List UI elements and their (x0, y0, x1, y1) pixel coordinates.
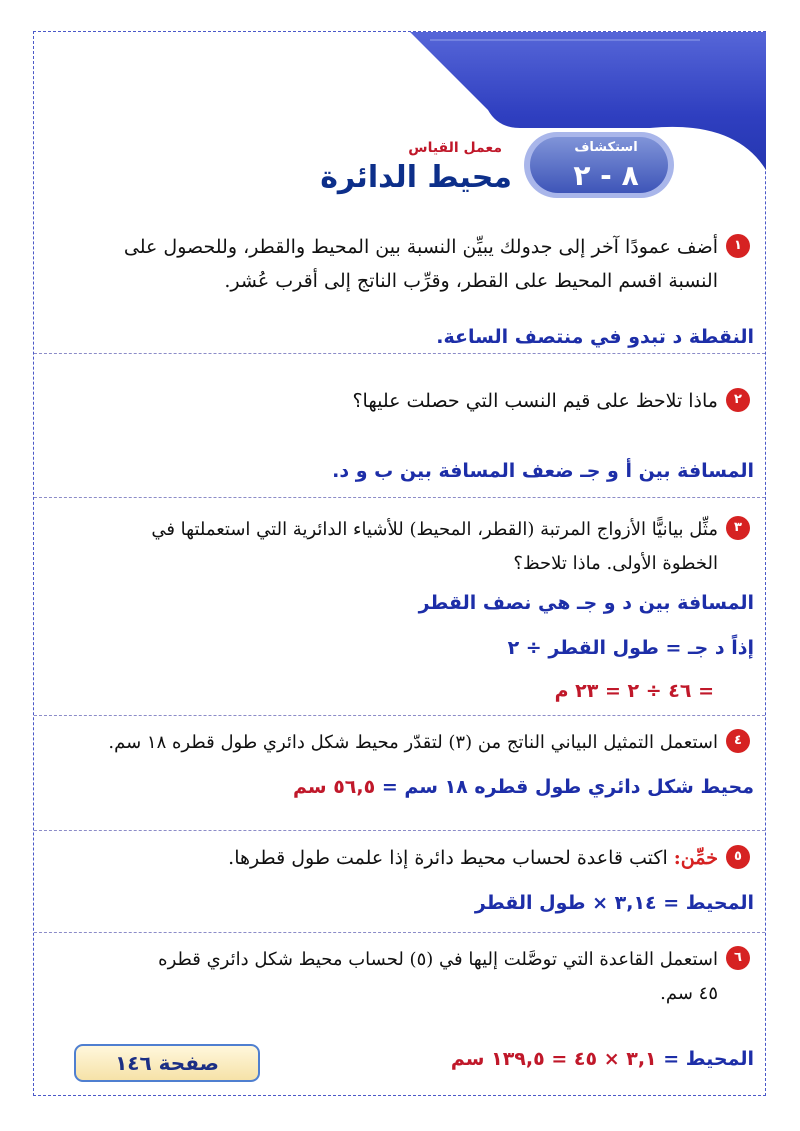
question-number-badge: ٦ (726, 946, 750, 970)
page-number-badge: صفحة ١٤٦ (74, 1044, 260, 1082)
answer-value: ٣,١ × ٤٥ = ١٣٩,٥ سم (450, 1048, 657, 1070)
answer-5: المحيط = ٣,١٤ × طول القطر (474, 892, 754, 914)
answer-3-line-2: إذاً د جـ = طول القطر ÷ ٢ (507, 637, 754, 659)
answer-1: النقطة د تبدو في منتصف الساعة. (436, 326, 754, 348)
question-number-badge: ٤ (726, 729, 750, 753)
lab-title: معمل القياس (408, 140, 502, 156)
question-text: الخطوة الأولى. ماذا تلاحظ؟ (513, 553, 718, 574)
question-number-badge: ٣ (726, 516, 750, 540)
answer-text: محيط شكل دائري طول قطره ١٨ سم = (375, 776, 754, 798)
answer-text: المحيط = (656, 1048, 754, 1070)
answer-value: ٥٦,٥ سم (292, 776, 376, 798)
lesson-banner (0, 0, 800, 220)
question-1 (50, 230, 750, 298)
question-text: مثِّل بيانيًّا الأزواج المرتبة (القطر، المحيط) للأشياء الدائرية التي استعملتها في (151, 519, 718, 540)
answer-4 (293, 772, 754, 802)
divider (34, 932, 765, 933)
question-3 (50, 513, 750, 581)
divider (34, 353, 765, 354)
explore-label: استكشاف (574, 140, 638, 155)
question-text: ماذا تلاحظ على قيم النسب التي حصلت عليها؟ (352, 390, 718, 412)
explore-number: ٨ - ٢ (573, 159, 639, 192)
question-4 (108, 726, 750, 760)
divider (34, 715, 765, 716)
question-text: استعمل التمثيل البياني الناتج من (٣) لتقدّر محيط شكل دائري طول قطره ١٨ سم. (108, 732, 718, 753)
question-text: ٤٥ سم. (660, 983, 718, 1004)
question-number-badge: ٢ (726, 388, 750, 412)
question-text: استعمل القاعدة التي توصَّلت إليها في (٥) لحساب محيط شكل دائري قطره (158, 949, 718, 970)
answer-6 (451, 1044, 754, 1074)
answer-3-line-3: = ٤٦ ÷ ٢ = ٢٣ م (554, 680, 714, 702)
lesson-title: محيط الدائرة (320, 160, 512, 195)
divider (34, 830, 765, 831)
answer-3-line-1: المسافة بين د و جـ هي نصف القطر (418, 592, 754, 614)
hint-label: خمِّن: (673, 847, 718, 869)
question-number-badge: ١ (726, 234, 750, 258)
question-text: اكتب قاعدة لحساب محيط دائرة إذا علمت طول قطرها. (228, 847, 668, 869)
question-5 (228, 841, 750, 875)
question-number-badge: ٥ (726, 845, 750, 869)
question-6 (70, 943, 750, 1011)
answer-2: المسافة بين أ و جـ ضعف المسافة بين ب و د. (332, 460, 754, 482)
question-text: النسبة اقسم المحيط على القطر، وقرِّب الناتج إلى أقرب عُشر. (224, 270, 718, 292)
question-2 (352, 384, 750, 418)
divider (34, 497, 765, 498)
question-text: أضف عمودًا آخر إلى جدولك يبيِّن النسبة بين المحيط والقطر، وللحصول على (123, 236, 718, 258)
